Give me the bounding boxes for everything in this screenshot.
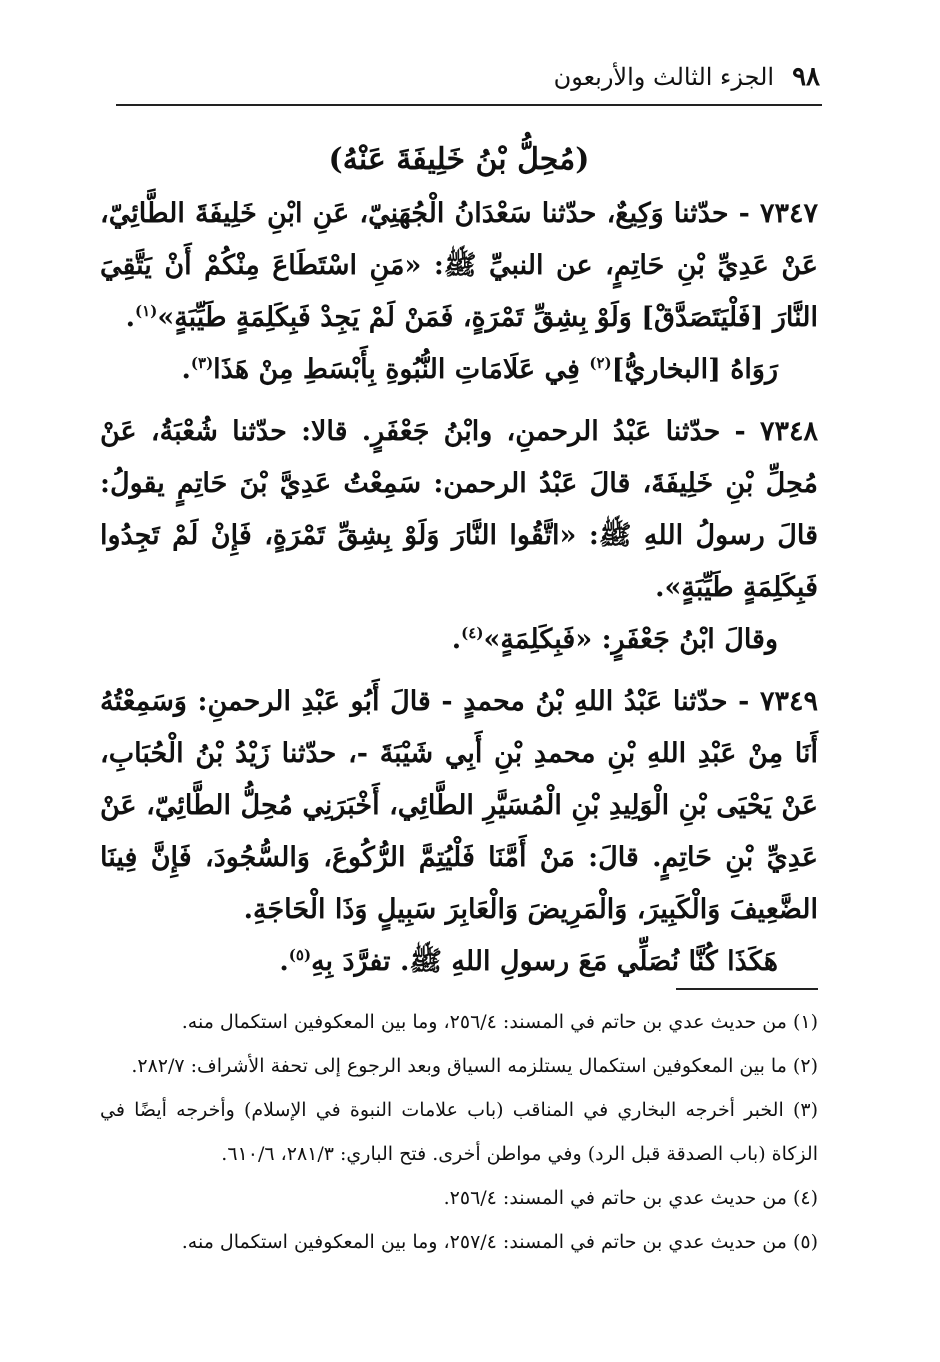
footnote-3: (٣) الخبر أخرجه البخاري في المناقب (باب علامات النبوة في الإسلام) وأخرجه أيضًا في الزكاة (باب الصدقة قبل الرد) وفي مواطن أخرى. فتح الباري: ٢٨١/٣، ٦١٠/٦. bbox=[100, 1099, 818, 1165]
running-title: الجزء الثالث والأربعون bbox=[553, 63, 775, 91]
footnote-divider bbox=[676, 988, 818, 990]
hadith-7348-note-text: وقالَ ابْنُ جَعْفَرٍ: «فَبِكَلِمَةٍ» bbox=[483, 624, 778, 655]
hadith-7348-note-end: . bbox=[451, 624, 462, 655]
hadith-7349-closing-text: هَكَذَا كُنَّا نُصَلِّي مَعَ رسولِ اللهِ ﷺ. تفرَّدَ بِهِ bbox=[311, 946, 778, 977]
main-text bbox=[100, 140, 818, 988]
hadith-7349-closing bbox=[100, 936, 818, 988]
hadith-7348 bbox=[100, 406, 818, 614]
hadith-7347-text: ٧٣٤٧ - حدّثنا وَكِيعٌ، حدّثنا سَعْدَانُ الْجُهَنِيّ، عَنِ ابْنِ خَلِيفَةَ الطَّائِيّ، عَنْ عَدِيِّ بْنِ حَاتِمٍ، عن النبيِّ ﷺ: «مَنِ اسْتَطَاعَ مِنْكُمْ أَنْ يَتَّقِيَ النَّارَ [فَلْيَتَصَدَّقْ] وَلَوْ بِشِقِّ تَمْرَةٍ، فَمَنْ لَمْ يَجِدْ فَبِكَلِمَةٍ طَيِّبَةٍ» bbox=[100, 198, 818, 333]
footnote-4: (٤) من حديث عدي بن حاتم في المسند: ٢٥٦/٤. bbox=[443, 1187, 818, 1209]
hadith-7348-text: ٧٣٤٨ - حدّثنا عَبْدُ الرحمنِ، وابْنُ جَعْفَرٍ. قالا: حدّثنا شُعْبَةُ، عَنْ مُحِلِّ بْنِ خَلِيفَةَ، قالَ عَبْدُ الرحمن: سَمِعْتُ عَدِيَّ بْنَ حَاتِمٍ يقولُ: قالَ رسولُ اللهِ ﷺ: «اتَّقُوا النَّارَ وَلَوْ بِشِقِّ تَمْرَةٍ، فَإِنْ لَمْ تَجِدُوا فَبِكَلِمَةٍ طَيِّبَةٍ». bbox=[100, 416, 818, 603]
footnotes bbox=[100, 1000, 818, 1264]
footnote-ref-3: (٣) bbox=[190, 354, 214, 372]
footnote-ref-1: (١) bbox=[135, 302, 158, 320]
footnote-2: (٢) ما بين المعكوفين استكمال يستلزمه السياق وبعد الرجوع إلى تحفة الأشراف: ٢٨٢/٧. bbox=[131, 1055, 818, 1077]
hadith-7347-end: . bbox=[125, 302, 136, 333]
spacer bbox=[100, 666, 818, 676]
hadith-7347 bbox=[100, 188, 818, 344]
page-number: ٩٨ bbox=[792, 62, 820, 92]
hadith-7347-note-end: . bbox=[181, 354, 191, 385]
hadith-7349-closing-end: . bbox=[279, 946, 289, 977]
footnote-1: (١) من حديث عدي بن حاتم في المسند: ٢٥٦/٤، وما بين المعكوفين استكمال منه. bbox=[181, 1011, 818, 1033]
running-header bbox=[118, 62, 820, 92]
footnote-5: (٥) من حديث عدي بن حاتم في المسند: ٢٥٧/٤، وما بين المعكوفين استكمال منه. bbox=[181, 1231, 818, 1253]
footnote-ref-4: (٤) bbox=[461, 624, 484, 642]
hadith-7348-note bbox=[100, 614, 818, 666]
hadith-7347-note bbox=[100, 344, 818, 396]
hadith-7347-note-pre: رَوَاهُ [البخاريُّ] bbox=[611, 354, 778, 385]
hadith-7347-note-mid: فِي عَلَامَاتِ النُّبُوةِ بِأَبْسَطِ مِنْ هَذَا bbox=[213, 354, 590, 385]
section-title: (مُحِلُّ بْنُ خَلِيفَةَ عَنْهُ) bbox=[328, 142, 590, 177]
spacer bbox=[100, 396, 818, 406]
footnote-ref-5: (٥) bbox=[288, 946, 312, 964]
hadith-7349 bbox=[100, 676, 818, 936]
footnote-ref-2: (٢) bbox=[589, 354, 612, 372]
hadith-7349-text: ٧٣٤٩ - حدّثنا عَبْدُ اللهِ بْنُ محمدٍ - قالَ أَبُو عَبْدِ الرحمنِ: وَسَمِعْتُهُ أَنَا مِنْ عَبْدِ اللهِ بْنِ محمدِ بْنِ أَبِي شَيْبَةَ -، حدّثنا زَيْدُ بْنُ الْحُبَابِ، عَنْ يَحْيَى بْنِ الْوَلِيدِ بْنِ الْمُسَيَّرِ الطَّائِي، أَخْبَرَنِي مُحِلُّ الطَّائِيّ، عَنْ عَدِيِّ بْنِ حَاتِمٍ. قالَ: مَنْ أَمَّنَا فَلْيُتِمَّ الرُّكُوعَ، وَالسُّجُودَ، فَإِنَّ فِينَا الضَّعِيفَ وَالْكَبِيرَ، وَالْمَرِيضَ وَالْعَابِرَ سَبِيلٍ وَذَا الْحَاجَةِ. bbox=[100, 686, 818, 925]
header-divider bbox=[116, 104, 822, 106]
